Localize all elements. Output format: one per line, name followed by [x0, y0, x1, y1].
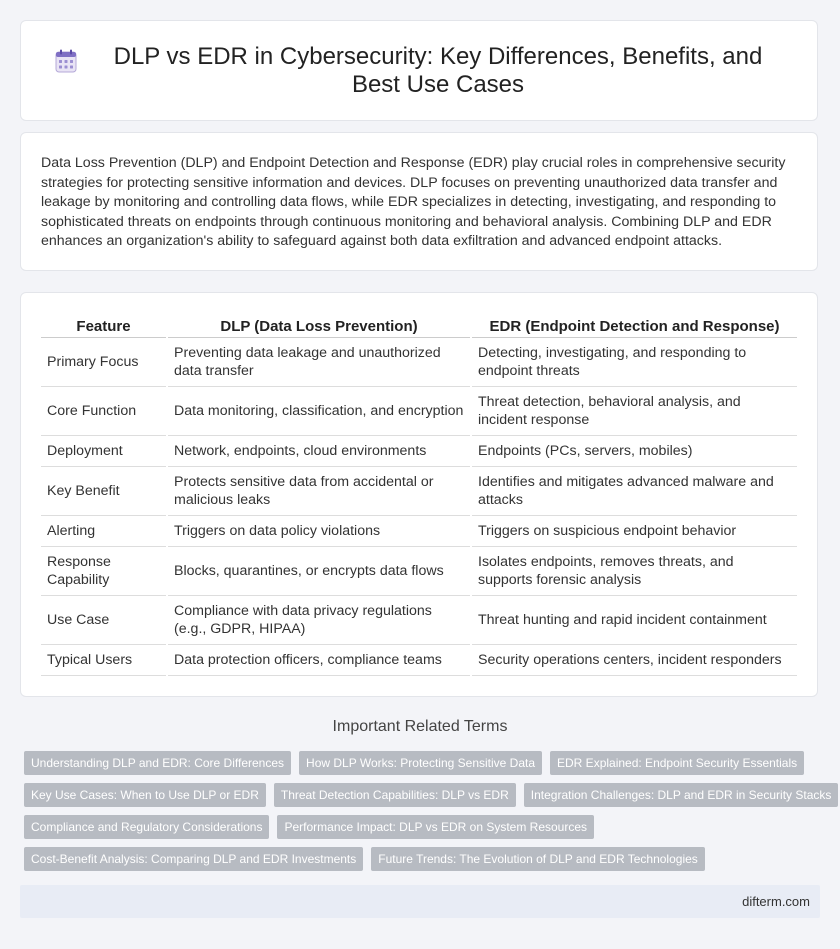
- related-tag[interactable]: Compliance and Regulatory Considerations: [24, 815, 269, 839]
- edr-cell: Threat hunting and rapid incident containment: [472, 596, 797, 645]
- table-row: [41, 436, 797, 467]
- table-row: [41, 596, 797, 645]
- related-terms-heading: Important Related Terms: [332, 718, 508, 735]
- related-tag[interactable]: Cost-Benefit Analysis: Comparing DLP and EDR Investments: [24, 847, 363, 871]
- dlp-cell: Network, endpoints, cloud environments: [168, 436, 470, 467]
- table-header-row: [41, 310, 797, 338]
- edr-cell: Identifies and mitigates advanced malware and attacks: [472, 467, 797, 516]
- document-grid-icon: [55, 49, 77, 73]
- related-tag[interactable]: How DLP Works: Protecting Sensitive Data: [299, 751, 542, 775]
- related-tag[interactable]: Integration Challenges: DLP and EDR in Security Stacks: [524, 783, 839, 807]
- dlp-cell: Compliance with data privacy regulations (e.g., GDPR, HIPAA): [168, 596, 470, 645]
- related-tag[interactable]: Performance Impact: DLP vs EDR on System Resources: [277, 815, 594, 839]
- related-tag[interactable]: Understanding DLP and EDR: Core Differences: [24, 751, 291, 775]
- header-card: [20, 20, 818, 121]
- dlp-cell: Data protection officers, compliance teams: [168, 645, 470, 676]
- related-tag[interactable]: Threat Detection Capabilities: DLP vs EDR: [274, 783, 516, 807]
- feature-cell: Typical Users: [41, 645, 166, 676]
- feature-cell: Alerting: [41, 516, 166, 547]
- dlp-cell: Protects sensitive data from accidental or malicious leaks: [168, 467, 470, 516]
- comparison-table: [39, 310, 799, 676]
- dlp-cell: Preventing data leakage and unauthorized data transfer: [168, 338, 470, 387]
- table-row: [41, 547, 797, 596]
- related-tag[interactable]: Future Trends: The Evolution of DLP and EDR Technologies: [371, 847, 705, 871]
- footer: [20, 885, 820, 918]
- related-terms-section: [0, 716, 840, 738]
- edr-cell: Security operations centers, incident responders: [472, 645, 797, 676]
- table-row: [41, 645, 797, 676]
- edr-cell: Isolates endpoints, removes threats, and supports forensic analysis: [472, 547, 797, 596]
- column-header-feature: Feature: [41, 310, 166, 338]
- feature-cell: Core Function: [41, 387, 166, 436]
- edr-cell: Threat detection, behavioral analysis, and incident response: [472, 387, 797, 436]
- feature-cell: Use Case: [41, 596, 166, 645]
- feature-cell: Response Capability: [41, 547, 166, 596]
- footer-site-link[interactable]: difterm.com: [742, 894, 810, 909]
- column-header-edr: EDR (Endpoint Detection and Response): [472, 310, 797, 338]
- dlp-cell: Blocks, quarantines, or encrypts data flows: [168, 547, 470, 596]
- table-row: [41, 338, 797, 387]
- intro-paragraph: Data Loss Prevention (DLP) and Endpoint Detection and Response (EDR) play crucial roles in comprehensive security strategies for protecting sensitive information and devices. DLP focuses on preventing unauthorized data transfer and leakage by monitoring and controlling data flows, while EDR specializes in detecting, investigating, and responding to sophisticated threats on endpoints through continuous monitoring and behavioral analysis. Combining DLP and EDR enhances an organization's ability to safeguard against both data exfiltration and advanced endpoint attacks.: [41, 155, 786, 250]
- edr-cell: Endpoints (PCs, servers, mobiles): [472, 436, 797, 467]
- table-row: [41, 467, 797, 516]
- comparison-table-card: [20, 292, 818, 697]
- intro-card: [20, 132, 818, 271]
- related-tag[interactable]: Key Use Cases: When to Use DLP or EDR: [24, 783, 266, 807]
- feature-cell: Deployment: [41, 436, 166, 467]
- dlp-cell: Data monitoring, classification, and encryption: [168, 387, 470, 436]
- table-row: [41, 387, 797, 436]
- related-tags: [24, 751, 832, 879]
- table-row: [41, 516, 797, 547]
- dlp-cell: Triggers on data policy violations: [168, 516, 470, 547]
- related-tag[interactable]: EDR Explained: Endpoint Security Essentials: [550, 751, 804, 775]
- edr-cell: Triggers on suspicious endpoint behavior: [472, 516, 797, 547]
- column-header-dlp: DLP (Data Loss Prevention): [168, 310, 470, 338]
- page-title: DLP vs EDR in Cybersecurity: Key Differences, Benefits, and Best Use Cases: [113, 42, 763, 98]
- feature-cell: Primary Focus: [41, 338, 166, 387]
- edr-cell: Detecting, investigating, and responding to endpoint threats: [472, 338, 797, 387]
- feature-cell: Key Benefit: [41, 467, 166, 516]
